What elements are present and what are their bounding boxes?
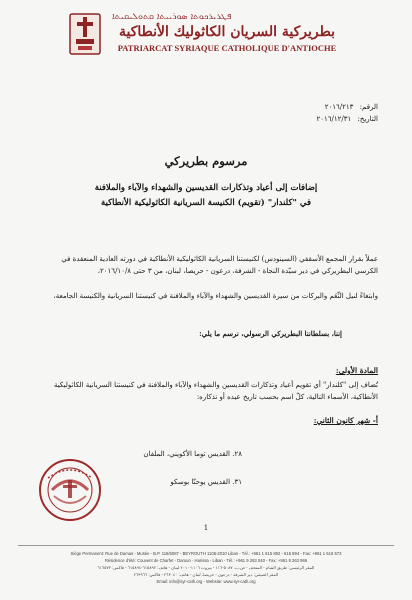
patriarchal-seal-icon <box>38 458 102 522</box>
footer-contact: Email: info@syr-cath.org - Website: www.syr-cath.org <box>156 579 256 584</box>
article-line-2: الأنطاكية، الأسماء التالية، كلّ اسم بحسب تاريخ عيده أو تذكاره: <box>196 393 378 401</box>
french-letterhead-title: PATRIARCAT SYRIAQUE CATHOLIQUE D'ANTIOCHE <box>117 43 337 53</box>
arabic-letterhead-title: بطريركية السريان الكاثوليك الأنطاكية <box>118 24 336 40</box>
decree-subject-line-1: إضافات إلى أعياد وتذكارات القديسين والشهداء والآباء والملافنة <box>94 183 318 193</box>
reference-date-label: التاريخ: <box>357 115 378 123</box>
reference-number <box>178 103 378 111</box>
footer-divider <box>18 545 394 546</box>
decree-title: مرسوم بطريركي <box>164 154 248 168</box>
paragraph-2-line-1: وابتغاءً لنيل النِّعَم والبركات من سيرة القديسين والشهداء والآباء والملافنة في كنيستنا السريانية والكنيسة الجامعة، <box>53 292 378 300</box>
footer-address-fr-1: Siège Permanent: Rue de Damas - Musée - B.P. 116/5087 - BEYROUTH 1106-2010 Liban - Tél.: +961 1 615 892 - 615 894 - Fax: +961 1 616 573 <box>70 551 342 556</box>
reference-number-label: الرقم: <box>359 103 378 111</box>
decree-subject-line-2: في "كلندار" (تقويم) الكنيسة السريانية الكاثوليكية الأنطاكية <box>100 198 312 208</box>
paragraph-1-line-2: الكرسي البطريركي في دير سيّدة النجاة - الشرفة، درعون - حريصا، لبنان، من ٣ حتى ٢٠١٦/١٠/٨، <box>97 267 378 275</box>
patriarchate-emblem-icon <box>68 12 102 56</box>
paragraph-1-line-1: عملاً بقرار المجمع الأسقفي (السينودس) لكنيستنا السريانية الكاثوليكية الأنطاكية في دورته العادية المنعقدة في <box>61 255 378 263</box>
list-item: ٣١. القديس يوحنّا بوسكو <box>170 478 242 486</box>
article-line-1: تُضاف إلى "كلندار" أي تقويم أعياد وتذكارات القديسين والشهداء والآباء والملافنة في كنيستنا السريانية الكاثوليكية <box>53 381 378 389</box>
syriac-letterhead-line: ܦܛܪܝܪܟܘܬܐ ܣܘܪܝܝܬܐ ܩܬܘܠܝܩܝܬܐ <box>112 12 232 22</box>
footer-address-ar-2: المقر الصيفي: دير الشرفة - درعون - حريصا، لبنان - هاتف: ٢٦٣٠٤٠ - فاكس: ٢٦٣٩٦٦ <box>133 572 279 577</box>
month-heading: أ- شهر كانون الثاني: <box>313 416 378 425</box>
proclamation: إننا، بسلطاننا البطريركي الرسولي، نرسم ما يلي: <box>199 329 342 338</box>
reference-date-value: ٢٠١٦/١٢/٣١ <box>316 115 352 123</box>
reference-date <box>178 115 378 123</box>
article-heading: المادة الأولى: <box>335 366 378 375</box>
list-item: ٢٨. القديس توما الأكويني، الملفان <box>143 450 242 458</box>
reference-number-value: ٢٠١٦/٢١٣ <box>324 103 354 111</box>
footer-address-ar-1: المقر الرئيسي: طريق الشام - المتحف - ص.ب. ٥٠٨٧-١١٦ - بيروت ١١٠٦-٢٠١٠ لبنان - هاتف: ٦١٥٨٩٢-٦١٥٨٩٤ - فاكس: ٦١٦٥٧٣ <box>97 565 315 570</box>
page-number: 1 <box>203 524 209 532</box>
footer-address-fr-2: Résidence d'été: Couvent de Charfet - Daroun - Harissa - Liban - Tél.: +961 9 263 040 - Fax: +961 9 263 966 <box>104 558 308 563</box>
